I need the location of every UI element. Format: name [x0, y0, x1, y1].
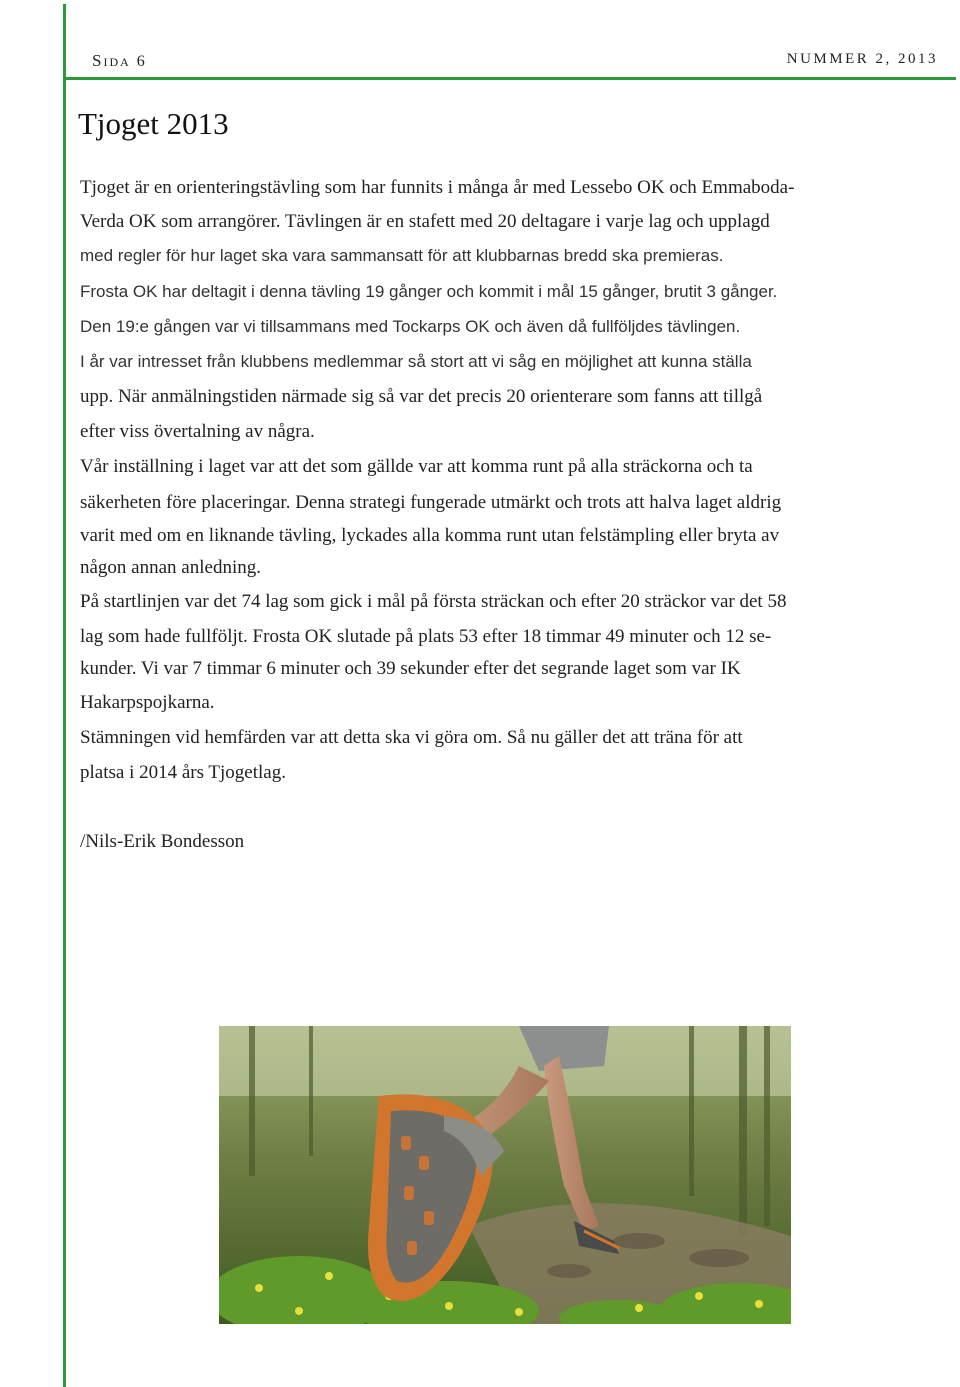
body-line: lag som hade fullföljt. Frosta OK slutade på plats 53 efter 18 timmar 49 minuter och 12 se- — [80, 626, 772, 647]
body-line: med regler för hur laget ska vara sammansatt för att klubbarnas bredd ska premieras. — [80, 246, 724, 265]
body-line: säkerheten före placeringar. Denna strategi fungerade utmärkt och trots att halva laget aldrig — [80, 492, 782, 513]
section-initial: S — [92, 51, 104, 70]
body-line: någon annan anledning. — [80, 557, 261, 578]
body-line: Vår inställning i laget var att det som gällde var att komma runt på alla sträckorna och ta — [80, 456, 753, 477]
running-shoe-photo — [219, 1026, 791, 1324]
body-line: Den 19:e gången var vi tillsammans med Tockarps OK och även då fullföljdes tävlingen. — [80, 317, 741, 336]
body-line: kunder. Vi var 7 timmar 6 minuter och 39 sekunder efter det segrande laget som var IK — [80, 658, 741, 679]
body-line: efter viss övertalning av några. — [80, 421, 315, 442]
issue-label: NUMMER 2, 2013 — [786, 51, 938, 67]
body-line: upp. När anmälningstiden närmade sig så var det precis 20 orienterare som fanns att tillgå — [80, 386, 763, 407]
body-line: På startlinjen var det 74 lag som gick i mål på första sträckan och efter 20 sträckor var det 58 — [80, 591, 787, 612]
header-rule — [63, 77, 956, 80]
body-line: Hakarpspojkarna. — [80, 692, 215, 713]
body-line: platsa i 2014 års Tjogetlag. — [80, 762, 286, 783]
body-line: Stämningen vid hemfärden var att detta ska vi göra om. Så nu gäller det att träna för att — [80, 727, 743, 748]
author-signature: /Nils-Erik Bondesson — [80, 831, 245, 852]
body-line: Frosta OK har deltagit i denna tävling 19 gånger och kommit i mål 15 gånger, brutit 3 gånger. — [80, 282, 778, 301]
photo-illustration — [219, 1026, 791, 1324]
body-line: varit med om en liknande tävling, lyckades alla komma runt utan felstämpling eller bryta av — [80, 525, 780, 546]
page-number: 6 — [136, 53, 147, 70]
section-rest: IDA — [103, 55, 131, 69]
article-title: Tjoget 2013 — [78, 106, 229, 141]
body-line: I år var intresset från klubbens medlemmar så stort att vi såg en möjlighet att kunna ställa — [80, 352, 752, 371]
body-line: Tjoget är en orienteringstävling som har funnits i många år med Lessebo OK och Emmaboda- — [80, 177, 795, 198]
body-line: Verda OK som arrangörer. Tävlingen är en stafett med 20 deltagare i varje lag och upplagd — [80, 211, 770, 232]
page-section-label — [92, 51, 147, 71]
margin-rule-vertical — [63, 4, 66, 1387]
